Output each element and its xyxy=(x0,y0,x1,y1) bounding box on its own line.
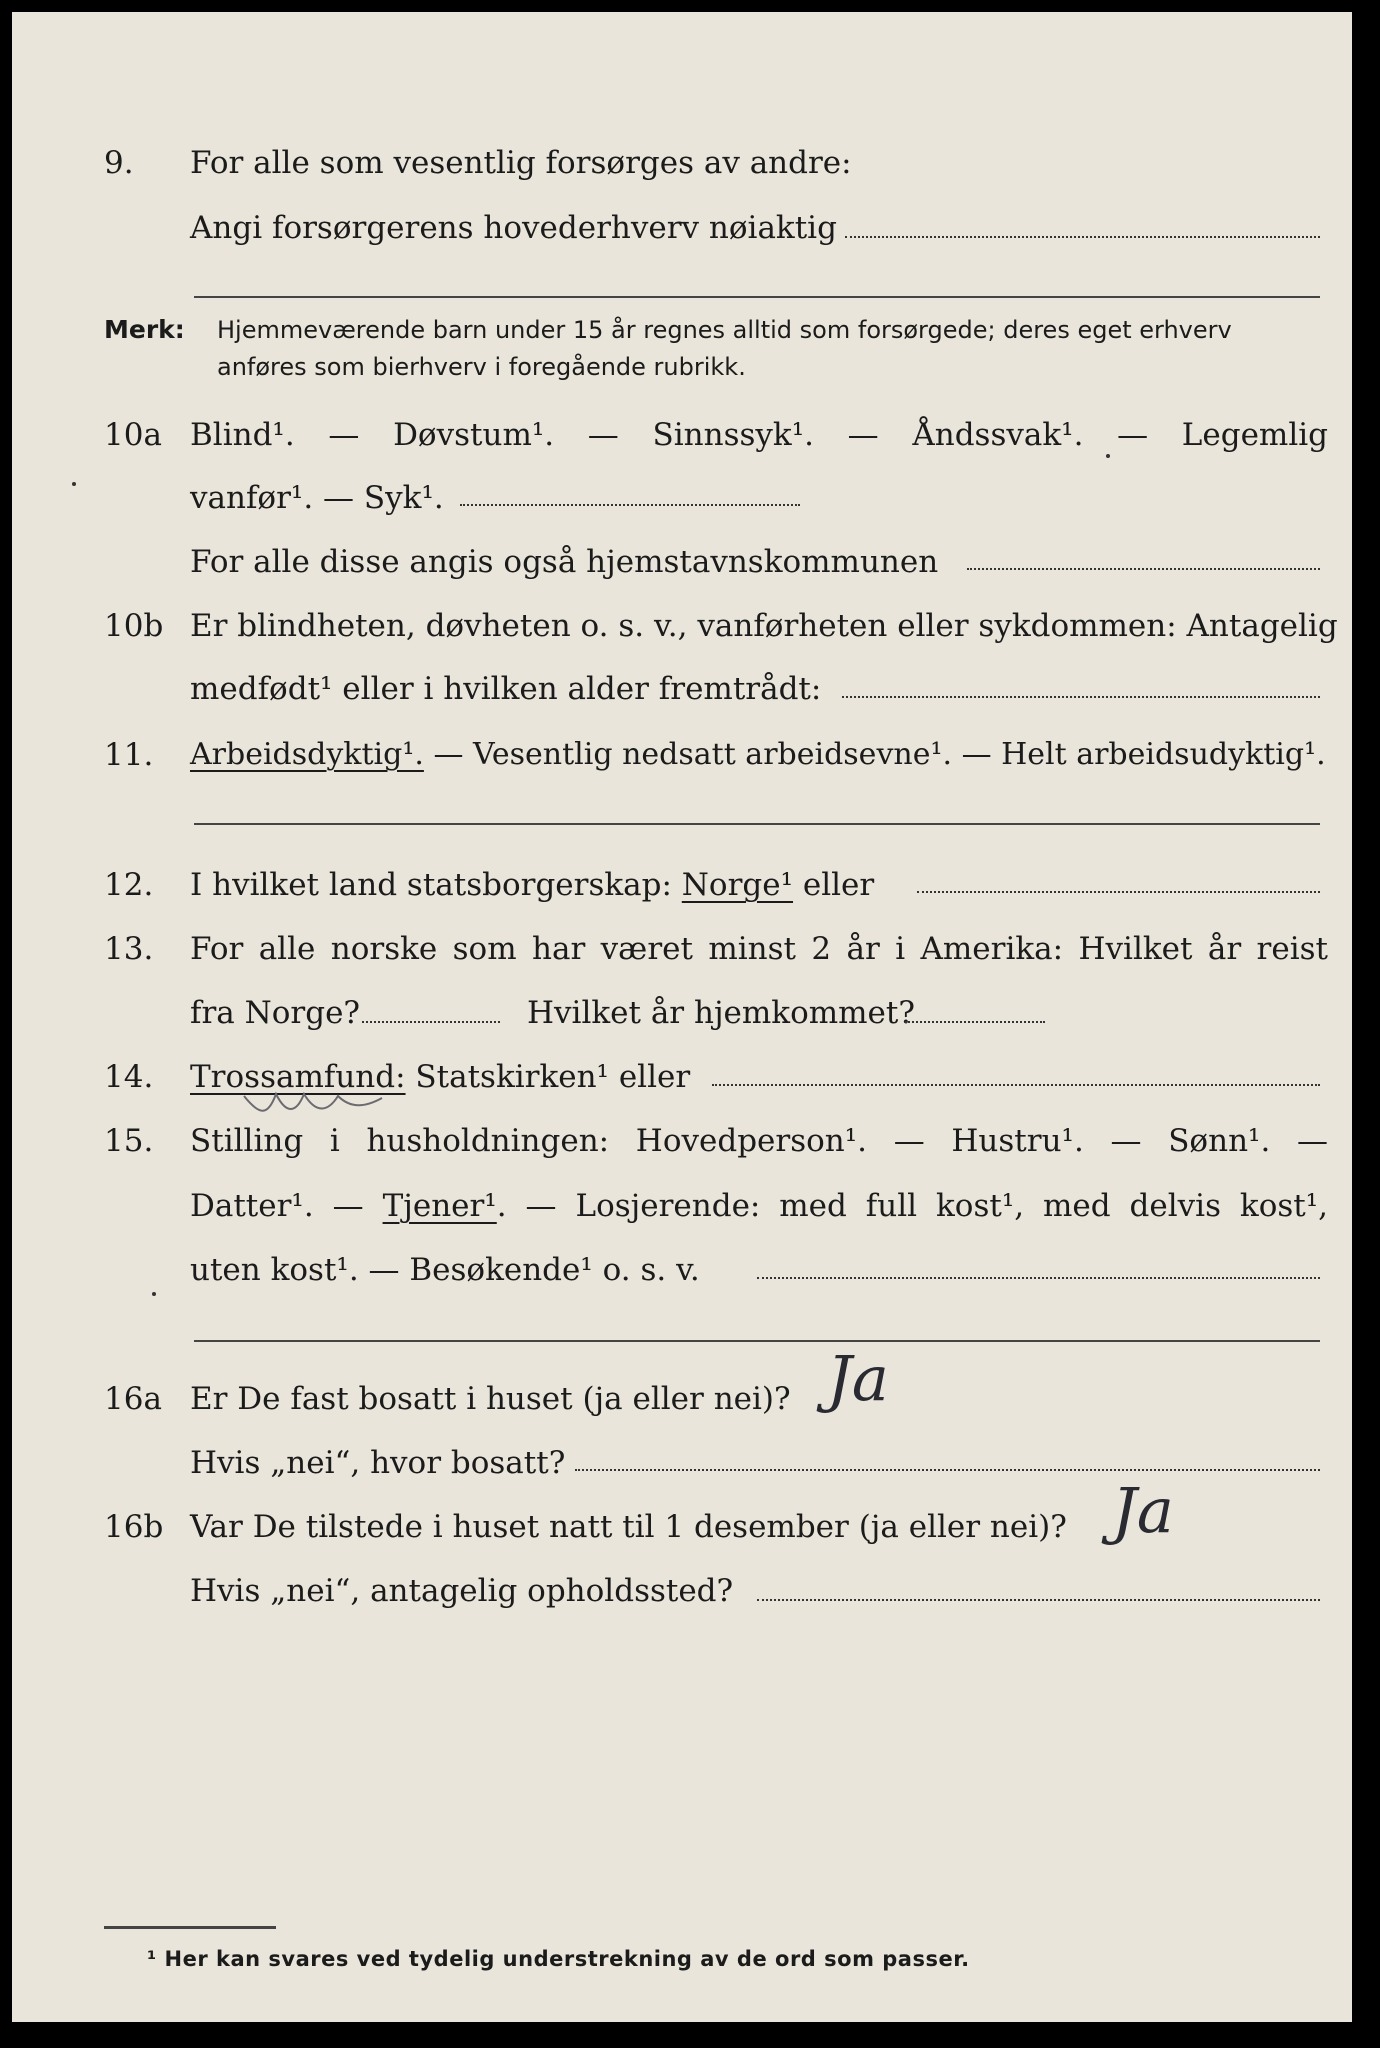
q15-osv-line[interactable] xyxy=(757,1277,1320,1279)
q16a-line1: Er De fast bosatt i huset (ja eller nei)? xyxy=(190,1381,791,1417)
q11-answer-line[interactable] xyxy=(194,823,1320,825)
q9-number: 9. xyxy=(104,145,134,181)
paper-speck xyxy=(152,1292,156,1296)
q10b-number: 10b xyxy=(104,608,164,644)
q11-option-arbeidsdyktig[interactable]: Arbeidsdyktig¹. xyxy=(190,737,424,772)
q13-line2b: Hvilket år hjemkommet? xyxy=(527,995,915,1031)
q16b-opholdssted-line[interactable] xyxy=(757,1599,1320,1601)
q13-line1: For alle norske som har været minst 2 år i Amerika: Hvilket år reist xyxy=(190,931,1328,967)
q14-rest: Statskirken¹ eller xyxy=(405,1059,691,1095)
q9-line2: Angi forsørgerens hovederhverv nøiaktig xyxy=(190,210,837,246)
q12-post: eller xyxy=(793,867,875,903)
merk-label: Merk: xyxy=(104,315,185,344)
q16b-number: 16b xyxy=(104,1509,164,1545)
q10a-line2: vanfør¹. — Syk¹. xyxy=(190,480,444,516)
q14-trossamfund-line[interactable] xyxy=(712,1084,1320,1086)
footnote: ¹ Her kan svares ved tydelig understrekning av de ord som passer. xyxy=(147,1947,970,1971)
q10a-row xyxy=(12,410,1352,460)
q10a-row3 xyxy=(12,537,1352,587)
q10a-row2 xyxy=(12,473,1352,523)
footnote-rule xyxy=(104,1926,276,1929)
q13-row xyxy=(12,924,1352,974)
q15-line2b: . — Losjerende: med full kost¹, med delvis kost¹, xyxy=(496,1188,1329,1224)
q14-row xyxy=(12,1052,1352,1102)
q11-number: 11. xyxy=(104,737,154,773)
q15-number: 15. xyxy=(104,1123,154,1159)
q15-line2 xyxy=(190,1181,1328,1231)
q14-handwritten-squiggle xyxy=(242,1090,387,1116)
q16a-handwritten-answer: Ja xyxy=(827,1342,889,1415)
q16b-row2 xyxy=(12,1566,1352,1616)
q16b-handwritten-answer: Ja xyxy=(1112,1474,1174,1547)
q15-row3 xyxy=(12,1245,1352,1295)
q10b-row xyxy=(12,601,1352,651)
q10b-line1: Er blindheten, døvheten o. s. v., vanførheten eller sykdommen: Antagelig xyxy=(190,608,1338,644)
q16a-line2: Hvis „nei“, hvor bosatt? xyxy=(190,1445,566,1481)
q16b-line1: Var De tilstede i huset natt til 1 desember (ja eller nei)? xyxy=(190,1509,1067,1545)
census-form-page xyxy=(12,12,1352,2022)
q11-text xyxy=(190,730,1326,780)
q12-option-norge[interactable]: Norge¹ xyxy=(681,867,794,903)
q13-hjemkommet-line[interactable] xyxy=(905,1021,1045,1023)
q10b-alder-line[interactable] xyxy=(842,696,1320,698)
q9-row xyxy=(12,138,1352,188)
q9-row2 xyxy=(12,203,1352,253)
q9-answer-line-2[interactable] xyxy=(194,296,1320,298)
q16a-number: 16a xyxy=(104,1381,162,1417)
q12-pre: I hvilket land statsborgerskap: xyxy=(190,867,682,903)
q15-row xyxy=(12,1116,1352,1166)
q10a-line1: Blind¹. — Døvstum¹. — Sinnssyk¹. — Åndssvak¹. — Legemlig xyxy=(190,417,1328,453)
q12-row xyxy=(12,860,1352,910)
q16b-line2: Hvis „nei“, antagelig opholdssted? xyxy=(190,1573,734,1609)
q14-number: 14. xyxy=(104,1059,154,1095)
q15-row2 xyxy=(12,1181,1352,1231)
q10b-row2 xyxy=(12,664,1352,714)
q10a-syk-line[interactable] xyxy=(460,504,800,506)
q10b-line2: medfødt¹ eller i hvilken alder fremtrådt: xyxy=(190,671,822,707)
q11-rest: — Vesentlig nedsatt arbeidsevne¹. — Helt arbeidsudyktig¹. xyxy=(423,737,1326,772)
q12-number: 12. xyxy=(104,867,154,903)
q13-reist-line[interactable] xyxy=(362,1021,500,1023)
q15-option-tjener[interactable]: Tjener¹ xyxy=(382,1188,497,1224)
q13-number: 13. xyxy=(104,931,154,967)
q12-country-line[interactable] xyxy=(917,891,1320,893)
q15-line2a: Datter¹. — xyxy=(190,1188,383,1224)
merk-line2: anføres som bierhverv i foregående rubrikk. xyxy=(217,353,746,381)
q14-label: Trossamfund: xyxy=(190,1059,406,1095)
paper-speck xyxy=(72,482,76,486)
q10a-number: 10a xyxy=(104,417,162,453)
q9-answer-line[interactable] xyxy=(845,236,1320,238)
q15-answer-line[interactable] xyxy=(194,1340,1320,1342)
q15-line3: uten kost¹. — Besøkende¹ o. s. v. xyxy=(190,1252,700,1288)
paper-speck xyxy=(1106,454,1110,458)
q13-line2a: fra Norge? xyxy=(190,995,361,1031)
q10a-hjemstavn-line[interactable] xyxy=(967,568,1320,570)
q13-row2 xyxy=(12,988,1352,1038)
q12-text xyxy=(190,860,874,910)
merk-line1: Hjemmeværende barn under 15 år regnes alltid som forsørgede; deres eget erhverv xyxy=(217,316,1232,344)
q15-line1: Stilling i husholdningen: Hovedperson¹. — Hustru¹. — Sønn¹. — xyxy=(190,1123,1328,1159)
q16a-bosatt-line[interactable] xyxy=(575,1469,1320,1471)
q11-row xyxy=(12,730,1352,780)
q10a-line3: For alle disse angis også hjemstavnskommunen xyxy=(190,544,939,580)
q9-line1: For alle som vesentlig forsørges av andre: xyxy=(190,145,852,181)
q16a-row xyxy=(12,1374,1352,1424)
